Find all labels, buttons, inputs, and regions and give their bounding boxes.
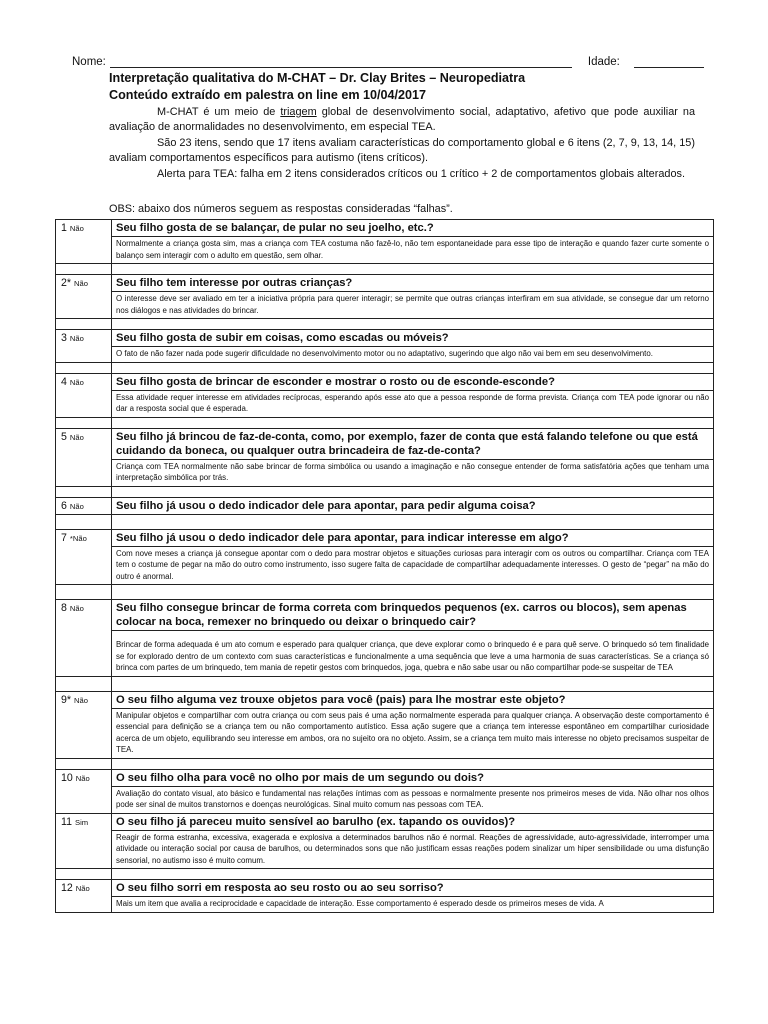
item-number-cell [56, 373, 112, 417]
spacer-cell [112, 417, 714, 428]
spacer-row [56, 417, 714, 428]
spacer-cell [56, 676, 112, 691]
item-description: Criança com TEA normalmente não sabe brincar de forma simbólica ou usando a imaginação e não consegue entender de forma satisfatória ações que tenham uma interpretação simbólica por trás. [112, 459, 714, 486]
intro-paragraph-1: M-CHAT é um meio de triagem global de desenvolvimento social, adaptativo, afetivo que pode auxiliar na avaliação de anormalidades no desenvolvimento, em especial TEA. [109, 106, 696, 134]
name-label: Nome: [72, 56, 106, 68]
item-question-row [56, 600, 714, 631]
title-line-1: Interpretação qualitativa do M-CHAT – Dr. Clay Brites – Neuropediatra [109, 71, 526, 85]
age-label: Idade: [587, 56, 620, 68]
item-description-row [56, 237, 714, 264]
item-question-row [56, 813, 714, 830]
item-number-cell [56, 220, 112, 264]
item-description: Avaliação do contato visual, ato básico e fundamental nas relações íntimas com as pessoas e normalmente presente nos primeiros meses de vida. Não olhar nos olhos pode ser sinal de muitos transtornos e doenças neurológicas. Sinal muito comum nas pessoas com TEA. [112, 786, 714, 813]
item-question: Seu filho já brincou de faz-de-conta, como, por exemplo, fazer de conta que está falando telefone ou que está cuidando da boneca, ou qualquer outra brincadeira de faz-de-conta? [112, 428, 714, 459]
item-description-row [56, 292, 714, 319]
item-description-row [56, 786, 714, 813]
spacer-row [56, 585, 714, 600]
item-failing-answer: Não [69, 224, 84, 233]
item-number: 10 [61, 771, 73, 784]
item-failing-answer: Não [69, 604, 84, 613]
item-question-row [56, 529, 714, 546]
item-question: Seu filho já usou o dedo indicador dele para apontar, para pedir alguma coisa? [112, 497, 714, 514]
item-failing-answer: Não [74, 279, 88, 288]
item-question: O seu filho alguma vez trouxe objetos para você (pais) para lhe mostrar este objeto? [112, 691, 714, 708]
spacer-cell [56, 319, 112, 330]
item-number-cell [56, 529, 112, 585]
item-failing-answer: Não [69, 432, 84, 442]
item-number: 7 [61, 531, 67, 544]
spacer-cell [56, 869, 112, 880]
item-question-row [56, 373, 714, 390]
item-description: Mais um item que avalia a reciprocidade e capacidade de interação. Esse comportamento é esperado desde os primeiros meses de vida. A [112, 897, 714, 913]
item-description: O interesse deve ser avaliado em ter a iniciativa própria para querer interagir; se permite que outras crianças interfiram em sua atividade, se consegue dar um retorno nos diálogos e nas atividades do brincar. [112, 292, 714, 319]
item-question-row [56, 880, 714, 897]
item-question: Seu filho tem interesse por outras crianças? [112, 275, 714, 292]
document-title [109, 70, 525, 104]
spacer-row [56, 676, 714, 691]
spacer-row [56, 264, 714, 275]
item-question-row [56, 497, 714, 514]
spacer-cell [56, 486, 112, 497]
spacer-cell [56, 585, 112, 600]
item-number: 5 [61, 430, 67, 443]
spacer-cell [56, 417, 112, 428]
spacer-cell [112, 486, 714, 497]
intro-text [109, 105, 695, 182]
item-description: Essa atividade requer interesse em atividades recíprocas, esperando após esse ato que a pessoa responde de forma prevista. Criança com TEA pode ignorar ou não dar a resposta social que é esperada. [112, 390, 714, 417]
item-description-row [56, 347, 714, 363]
item-description-row [56, 459, 714, 486]
item-question-row [56, 220, 714, 237]
item-number: 1 [61, 222, 67, 234]
spacer-cell [112, 319, 714, 330]
item-failing-answer: Sim [75, 817, 89, 827]
spacer-row [56, 869, 714, 880]
item-number-cell [56, 813, 112, 869]
obs-note: OBS: abaixo dos números seguem as respostas consideradas “falhas”. [109, 203, 453, 215]
item-question: O seu filho olha para você no olho por mais de um segundo ou dois? [112, 769, 714, 786]
spacer-cell [56, 362, 112, 373]
item-question-row [56, 275, 714, 292]
item-description-row [56, 897, 714, 913]
spacer-row [56, 514, 714, 529]
item-failing-answer: Não [75, 884, 90, 893]
item-question: Seu filho gosta de se balançar, de pular no seu joelho, etc.? [112, 220, 714, 237]
item-description: O fato de não fazer nada pode sugerir dificuldade no desenvolvimento motor ou no adaptativo, sugerindo que algo não vai bem em seu desenvolvimento. [112, 347, 714, 363]
item-description: Manipular objetos e compartilhar com outra criança ou com seus pais é uma ação normalmente esperada para qualquer criança. A observação deste comportamento é essencial para definição se a criança tem ou não comportamento autístico. Essa ação sugere que a criança tem interesse espontâneo em compartilhar curiosidade acerca de um objeto, equilibrando seu interesse em ambos, ora no sujeito ora no objeto. Assim, se a criança tem muito mais interesse no objeto precisamos suspeitar de TEA. [112, 708, 714, 758]
item-number: 9* [61, 693, 72, 706]
spacer-row [56, 319, 714, 330]
item-failing-answer: Não [69, 334, 84, 343]
spacer-row [56, 486, 714, 497]
item-description-row [56, 631, 714, 677]
name-age-line [72, 52, 722, 68]
item-question-row [56, 769, 714, 786]
item-question: Seu filho gosta de brincar de esconder e mostrar o rosto ou de esconde-esconde? [112, 373, 714, 390]
item-question: Seu filho já usou o dedo indicador dele para apontar, para indicar interesse em algo? [112, 529, 714, 546]
item-number: 4 [61, 375, 67, 388]
item-failing-answer: Não [74, 695, 88, 705]
item-description: Reagir de forma estranha, excessiva, exagerada e explosiva a determinados barulhos não é normal. Reações de agressividade, auto-agressividade, interromper uma atividade ou interação social por causa de barulhos, ou determinados sons que não justificam essas reações podem sinalizar um hiper sensibilidade ou uma disfunção sensorial, no autismo isso é muito comum. [112, 830, 714, 869]
spacer-cell [112, 362, 714, 373]
item-number: 8 [61, 602, 67, 614]
item-number-cell [56, 880, 112, 913]
spacer-cell [56, 514, 112, 529]
item-question-row [56, 428, 714, 459]
item-description: Brincar de forma adequada é um ato comum e esperado para qualquer criança, que deve explorar como o brinquedo é e para quê serve. O brinquedo só tem finalidade se for explorado dentro de um contexto com suas características e funcionalmente a uma sequência que leve a uma harmonia de suas características. Se a criança só brinca com partes de um brinquedo, tem mania de repetir gestos com brinquedos, joga, quebra e não sabe usar ou não compartilhar pode-se suspeitar de TEA [112, 631, 714, 677]
item-question: O seu filho sorri em resposta ao seu rosto ou ao seu sorriso? [112, 880, 714, 897]
spacer-row [56, 758, 714, 769]
item-question-row [56, 330, 714, 347]
item-failing-answer: Não [69, 377, 84, 387]
item-description-row [56, 830, 714, 869]
spacer-row [56, 362, 714, 373]
title-line-2: Conteúdo extraído em palestra on line em 10/04/2017 [109, 88, 427, 102]
spacer-cell [112, 676, 714, 691]
item-number-cell [56, 275, 112, 319]
spacer-cell [112, 264, 714, 275]
item-number-cell [56, 600, 112, 677]
intro-paragraph-2: São 23 itens, sendo que 17 itens avaliam características do comportamento global e 6 itens (2, 7, 9, 13, 14, 15) avaliam comportamentos específicos para autismo (itens críticos). [109, 136, 695, 165]
item-number-cell [56, 497, 112, 514]
intro-paragraph-3: Alerta para TEA: falha em 2 itens considerados críticos ou 1 crítico + 2 de comportamentos globais alterados. [157, 167, 685, 180]
mchat-items-table [55, 219, 714, 913]
item-number: 2* [61, 277, 72, 289]
item-description-row [56, 708, 714, 758]
spacer-cell [112, 585, 714, 600]
spacer-cell [56, 264, 112, 275]
item-description: Normalmente a criança gosta sim, mas a criança com TEA costuma não fazê-lo, não tem espontaneidade para esse tipo de interação e quando fazer curte somente o balanço sem interagir com o adulto em questão, sem olhar. [112, 237, 714, 264]
underlined-word: triagem [280, 106, 317, 118]
item-question: Seu filho gosta de subir em coisas, como escadas ou móveis? [112, 330, 714, 347]
age-blank-field[interactable] [634, 56, 704, 68]
item-number: 3 [61, 332, 67, 344]
item-question: Seu filho consegue brincar de forma correta com brinquedos pequenos (ex. carros ou blocos), sem apenas colocar na boca, remexer no brinquedo ou deixar o brinquedo cair? [112, 600, 714, 631]
item-number: 11 [61, 815, 72, 828]
item-failing-answer: Não [69, 501, 84, 511]
item-failing-answer: *Não [69, 533, 87, 543]
item-number-cell [56, 769, 112, 813]
item-number: 6 [61, 499, 67, 512]
item-description: Com nove meses a criança já consegue apontar com o dedo para mostrar objetos e situações curiosas para interagir com os outros ou compartilhar. Criança com TEA tem o costume de pegar na mão do outro como instrumento, isso sugere falta de capacidade de compartilhar adequadamente interesses. O gesto de “pegar” na mão do outro é anormal. [112, 546, 714, 585]
spacer-cell [56, 758, 112, 769]
item-failing-answer: Não [75, 773, 90, 783]
item-number-cell [56, 330, 112, 363]
item-number-cell [56, 428, 112, 486]
item-question: O seu filho já pareceu muito sensível ao barulho (ex. tapando os ouvidos)? [112, 813, 714, 830]
item-description-row [56, 546, 714, 585]
item-number: 12 [61, 882, 73, 894]
spacer-cell [112, 514, 714, 529]
name-blank-field[interactable] [110, 56, 572, 68]
spacer-cell [112, 758, 714, 769]
item-number-cell [56, 691, 112, 758]
item-question-row [56, 691, 714, 708]
spacer-cell [112, 869, 714, 880]
item-description-row [56, 390, 714, 417]
